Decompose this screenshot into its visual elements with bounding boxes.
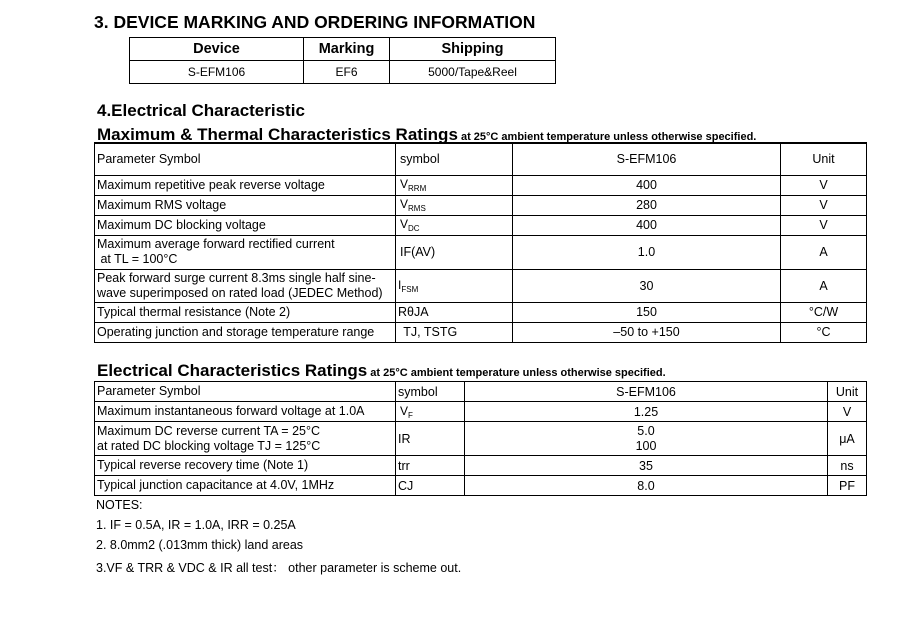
header-marking: Marking [304, 38, 390, 61]
header-unit: Unit [781, 143, 867, 175]
unit-cell: V [781, 175, 867, 195]
table-row [95, 422, 867, 456]
note-item-1: 1. IF = 0.5A, IR = 1.0A, IRR = 0.25A [96, 518, 296, 532]
header-symbol: symbol [396, 382, 465, 402]
header-param: Parameter Symbol [95, 382, 396, 402]
max-ratings-title: Maximum & Thermal Characteristics Ratings [97, 125, 458, 144]
unit-cell: A [781, 235, 867, 269]
table-row [95, 476, 867, 496]
value-cell: 35 [465, 456, 828, 476]
symbol-cell: IR [396, 422, 465, 456]
table-row [95, 302, 867, 322]
symbol-cell: trr [396, 456, 465, 476]
table-row [95, 235, 867, 269]
table-row [95, 456, 867, 476]
elec-ratings-title: Electrical Characteristics Ratings [97, 361, 368, 380]
value-cell: 30 [513, 269, 781, 302]
ordering-row [130, 61, 556, 84]
table-row [95, 322, 867, 342]
symbol-cell: $V_{RMS}$ [396, 195, 513, 215]
unit-cell: A [781, 269, 867, 302]
table-header-row [95, 143, 867, 175]
value-cell: 8.0 [465, 476, 828, 496]
header-device: S-EFM106 [465, 382, 828, 402]
symbol-cell: IF(AV) [396, 235, 513, 269]
table-row [95, 215, 867, 235]
param-cell: Maximum DC reverse current TA = 25°C at rated DC blocking voltage TJ = 125°C [95, 422, 396, 456]
header-shipping: Shipping [390, 38, 556, 61]
value-cell: 5.0 100 [465, 422, 828, 456]
header-device: Device [130, 38, 304, 61]
table-row [95, 402, 867, 422]
param-cell: Maximum average forward rectified current at TL = 100°C [95, 235, 396, 269]
param-cell: Maximum RMS voltage [95, 195, 396, 215]
header-symbol: symbol [396, 143, 513, 175]
elec-ratings-table-body [94, 381, 867, 496]
ordering-header-row [130, 38, 556, 61]
header-param: Parameter Symbol [95, 143, 396, 175]
section-3-title: 3. DEVICE MARKING AND ORDERING INFORMATION [94, 12, 536, 32]
table-header-row [95, 382, 867, 402]
header-unit: Unit [828, 382, 867, 402]
unit-cell: μA [828, 422, 867, 456]
symbol-cell: $V_{DC}$ [396, 215, 513, 235]
table-row [95, 195, 867, 215]
param-cell: Operating junction and storage temperature range [95, 322, 396, 342]
elec-ratings-heading [97, 361, 666, 381]
param-cell: Maximum DC blocking voltage [95, 215, 396, 235]
value-cell: 400 [513, 215, 781, 235]
symbol-cell: TJ, TSTG [396, 322, 513, 342]
param-cell: Peak forward surge current 8.3ms single half sine- wave superimposed on rated load (JEDEC Method) [95, 269, 396, 302]
table-row [95, 269, 867, 302]
value-cell: 1.0 [513, 235, 781, 269]
value-cell: 150 [513, 302, 781, 322]
param-cell: Typical reverse recovery time (Note 1) [95, 456, 396, 476]
header-device: S-EFM106 [513, 143, 781, 175]
section-4-title: 4.Electrical Characteristic [97, 101, 305, 120]
symbol-cell: RθJA [396, 302, 513, 322]
note-item-3: 3.VF & TRR & VDC & IR all test： other parameter is scheme out. [96, 561, 462, 575]
symbol-cell: $I_{FSM}$ [396, 269, 513, 302]
marking-value: EF6 [304, 61, 390, 84]
value-cell: –50 to +150 [513, 322, 781, 342]
unit-cell: V [781, 215, 867, 235]
elec-ratings-note: at 25°C ambient temperature unless otherwise specified. [367, 367, 666, 379]
value-cell: 280 [513, 195, 781, 215]
unit-cell: V [781, 195, 867, 215]
param-cell: Typical junction capacitance at 4.0V, 1MHz [95, 476, 396, 496]
max-ratings-note: at 25°C ambient temperature unless otherwise specified. [457, 131, 757, 143]
symbol-cell: CJ [396, 476, 465, 496]
ordering-table [129, 37, 556, 84]
unit-cell: V [828, 402, 867, 422]
value-cell: 400 [513, 175, 781, 195]
unit-cell: ns [828, 456, 867, 476]
device-value: S-EFM106 [130, 61, 304, 84]
param-cell: Maximum repetitive peak reverse voltage [95, 175, 396, 195]
max-ratings-table [94, 142, 867, 343]
table-row [95, 175, 867, 195]
unit-cell: PF [828, 476, 867, 496]
symbol-cell: $V_{RRM}$ [396, 175, 513, 195]
value-cell: 1.25 [465, 402, 828, 422]
unit-cell: °C [781, 322, 867, 342]
unit-cell: °C/W [781, 302, 867, 322]
param-cell: Typical thermal resistance (Note 2) [95, 302, 396, 322]
notes-title: NOTES: [96, 498, 143, 512]
note-item-2: 2. 8.0mm2 (.013mm thick) land areas [96, 538, 304, 552]
param-cell: Maximum instantaneous forward voltage at 1.0A [95, 402, 396, 422]
shipping-value: 5000/Tape&Reel [390, 61, 556, 84]
symbol-cell: $V_F$ [396, 402, 465, 422]
